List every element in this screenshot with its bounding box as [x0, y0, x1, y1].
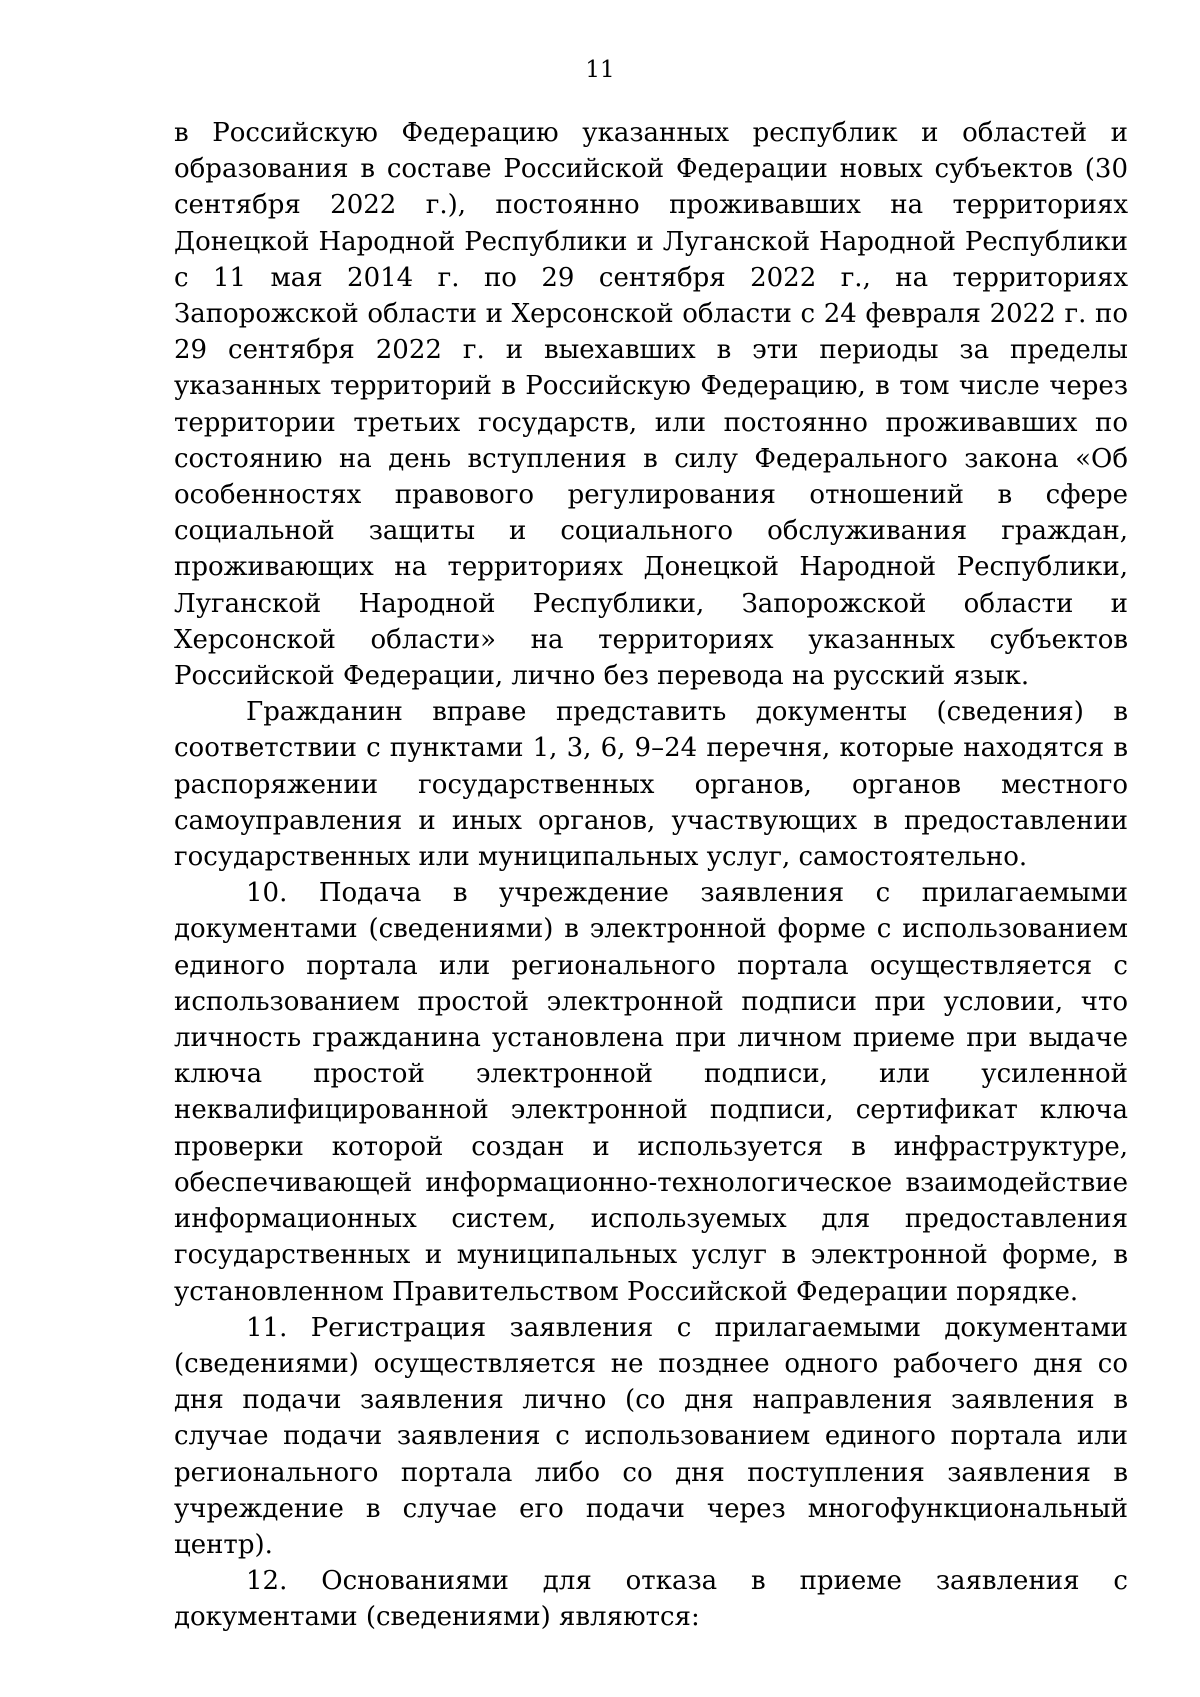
- paragraph-citizen-right: Гражданин вправе представить документы (сведения) в соответствии с пунктами 1, 3, 6, 9–24 перечня, которые находятся в распоряжении государственных органов, органов местного самоуправления и иных органов, участвующих в предоставлении государственных или муниципальных услуг, самостоятельно.: [174, 697, 1128, 873]
- page-number: 11: [585, 57, 615, 83]
- paragraph-item-10: 10. Подача в учреждение заявления с прилагаемыми документами (сведениями) в электронной форме с использованием единого портала или регионального портала осуществляется с использованием простой электронной подписи при условии, что личность гражданина установлена при личном приеме при выдаче ключа простой электронной подписи, или усиленной неквалифицированной электронной подписи, сертификат ключа проверки которой создан и используется в инфраструктуре, обеспечивающей информационно-технологическое взаимодействие информационных систем, используемых для предоставления государственных и муниципальных услуг в электронной форме, в установленном Правительством Российской Федерации порядке.: [174, 878, 1128, 1307]
- document-body: [174, 115, 1128, 1636]
- paragraph-item-12: 12. Основаниями для отказа в приеме заявления с документами (сведениями) являются:: [174, 1566, 1128, 1633]
- paragraph-continuation: в Российскую Федерацию указанных республик и областей и образования в составе Российской Федерации новых субъектов (30 сентября 2022 г.), постоянно проживавших на территориях Донецкой Народной Республики и Луганской Народной Республики с 11 мая 2014 г. по 29 сентября 2022 г., на территориях Запорожской области и Херсонской области с 24 февраля 2022 г. по 29 сентября 2022 г. и выехавших в эти периоды за пределы указанных территорий в Российскую Федерацию, в том числе через территории третьих государств, или постоянно проживавших по состоянию на день вступления в силу Федерального закона «Об особенностях правового регулирования отношений в сфере социальной защиты и социального обслуживания граждан, проживающих на территориях Донецкой Народной Республики, Луганской Народной Республики, Запорожской области и Херсонской области» на территориях указанных субъектов Российской Федерации, лично без перевода на русский язык.: [174, 118, 1128, 692]
- paragraph-item-11: 11. Регистрация заявления с прилагаемыми документами (сведениями) осуществляется не позднее одного рабочего дня со дня подачи заявления лично (со дня направления заявления в случае подачи заявления с использованием единого портала или регионального портала либо со дня поступления заявления в учреждение в случае его подачи через многофункциональный центр).: [174, 1312, 1128, 1560]
